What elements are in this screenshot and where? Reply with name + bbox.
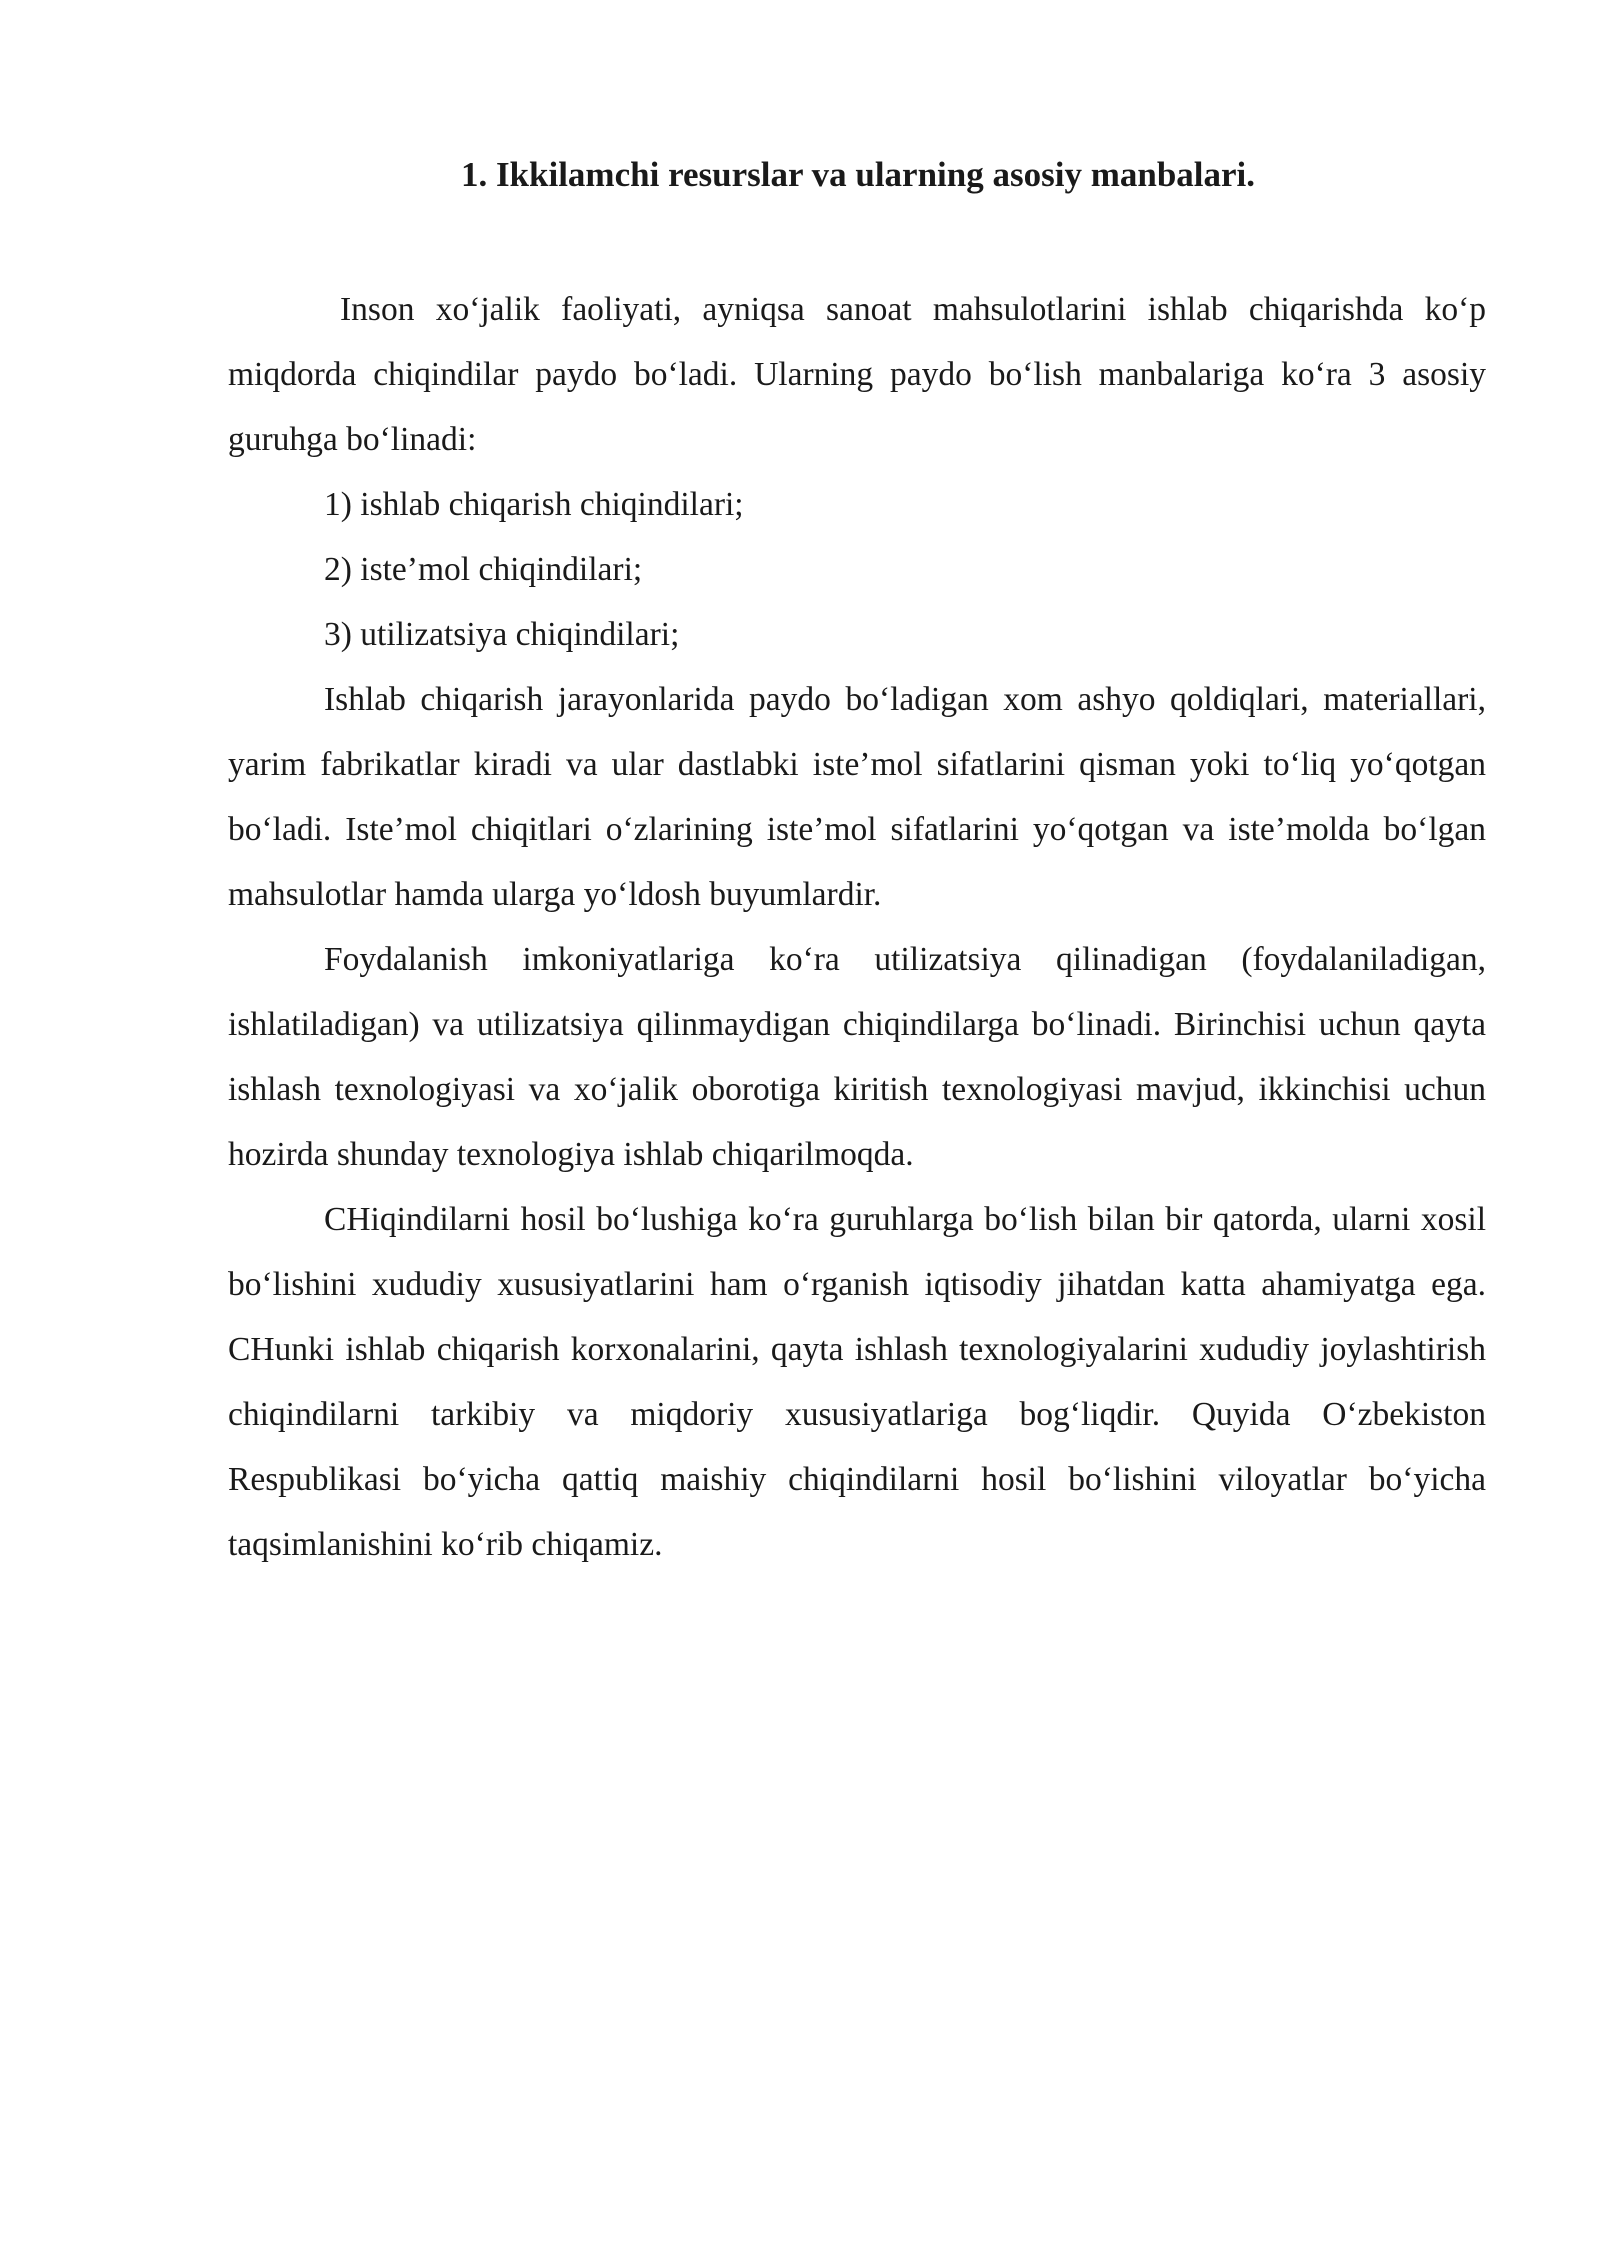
- body-paragraph: Foydalanish imkoniyatlariga ko‘ra utilizatsiya qilinadigan (foydalaniladigan, ishlatiladigan) va utilizatsiya qilinmaydigan chiqindilarga bo‘linadi. Birinchisi uchun qayta ishlash texnologiyasi va xo‘jalik oborotiga kiritish texnologiyasi mavjud, ikkinchisi uchun hozirda shunday texnologiya ishlab chiqarilmoqda.: [228, 941, 1486, 1173]
- list-item: 1) ishlab chiqarish chiqindilari;: [324, 486, 744, 523]
- list-item: 3) utilizatsiya chiqindilari;: [324, 616, 680, 653]
- list-item: 2) iste’mol chiqindilari;: [324, 551, 643, 588]
- intro-paragraph: Inson xo‘jalik faoliyati, ayniqsa sanoat mahsulotlarini ishlab chiqarishda ko‘p miqdorda chiqindilar paydo bo‘ladi. Ularning paydo bo‘lish manbalariga ko‘ra 3 asosiy guruhga bo‘linadi:: [228, 291, 1486, 458]
- body-paragraph: CHiqindilarni hosil bo‘lushiga ko‘ra guruhlarga bo‘lish bilan bir qatorda, ularni xosil bo‘lishini xududiy xususiyatlarini ham o‘rganish iqtisodiy jihatdan katta ahamiyatga ega. CHunki ishlab chiqarish korxonalarini, qayta ishlash texnologiyalarini xududiy joylashtirish chiqindilarni tarkibiy va miqdoriy xususiyatlariga bog‘liqdir. Quyida O‘zbekiston Respublikasi bo‘yicha qattiq maishiy chiqindilarni hosil bo‘lishini viloyatlar bo‘yicha taqsimlanishini ko‘rib chiqamiz.: [228, 1201, 1486, 1563]
- body-paragraph: Ishlab chiqarish jarayonlarida paydo bo‘ladigan xom ashyo qoldiqlari, materiallari, yarim fabrikatlar kiradi va ular dastlabki iste’mol sifatlarini qisman yoki to‘liq yo‘qotgan bo‘ladi. Iste’mol chiqitlari o‘zlarining iste’mol sifatlarini yo‘qotgan va iste’molda bo‘lgan mahsulotlar hamda ularga yo‘ldosh buyumlardir.: [228, 681, 1486, 913]
- section-heading: 1. Ikkilamchi resurslar va ularning asosiy manbalari.: [460, 155, 1256, 194]
- document-body: [228, 277, 1486, 1577]
